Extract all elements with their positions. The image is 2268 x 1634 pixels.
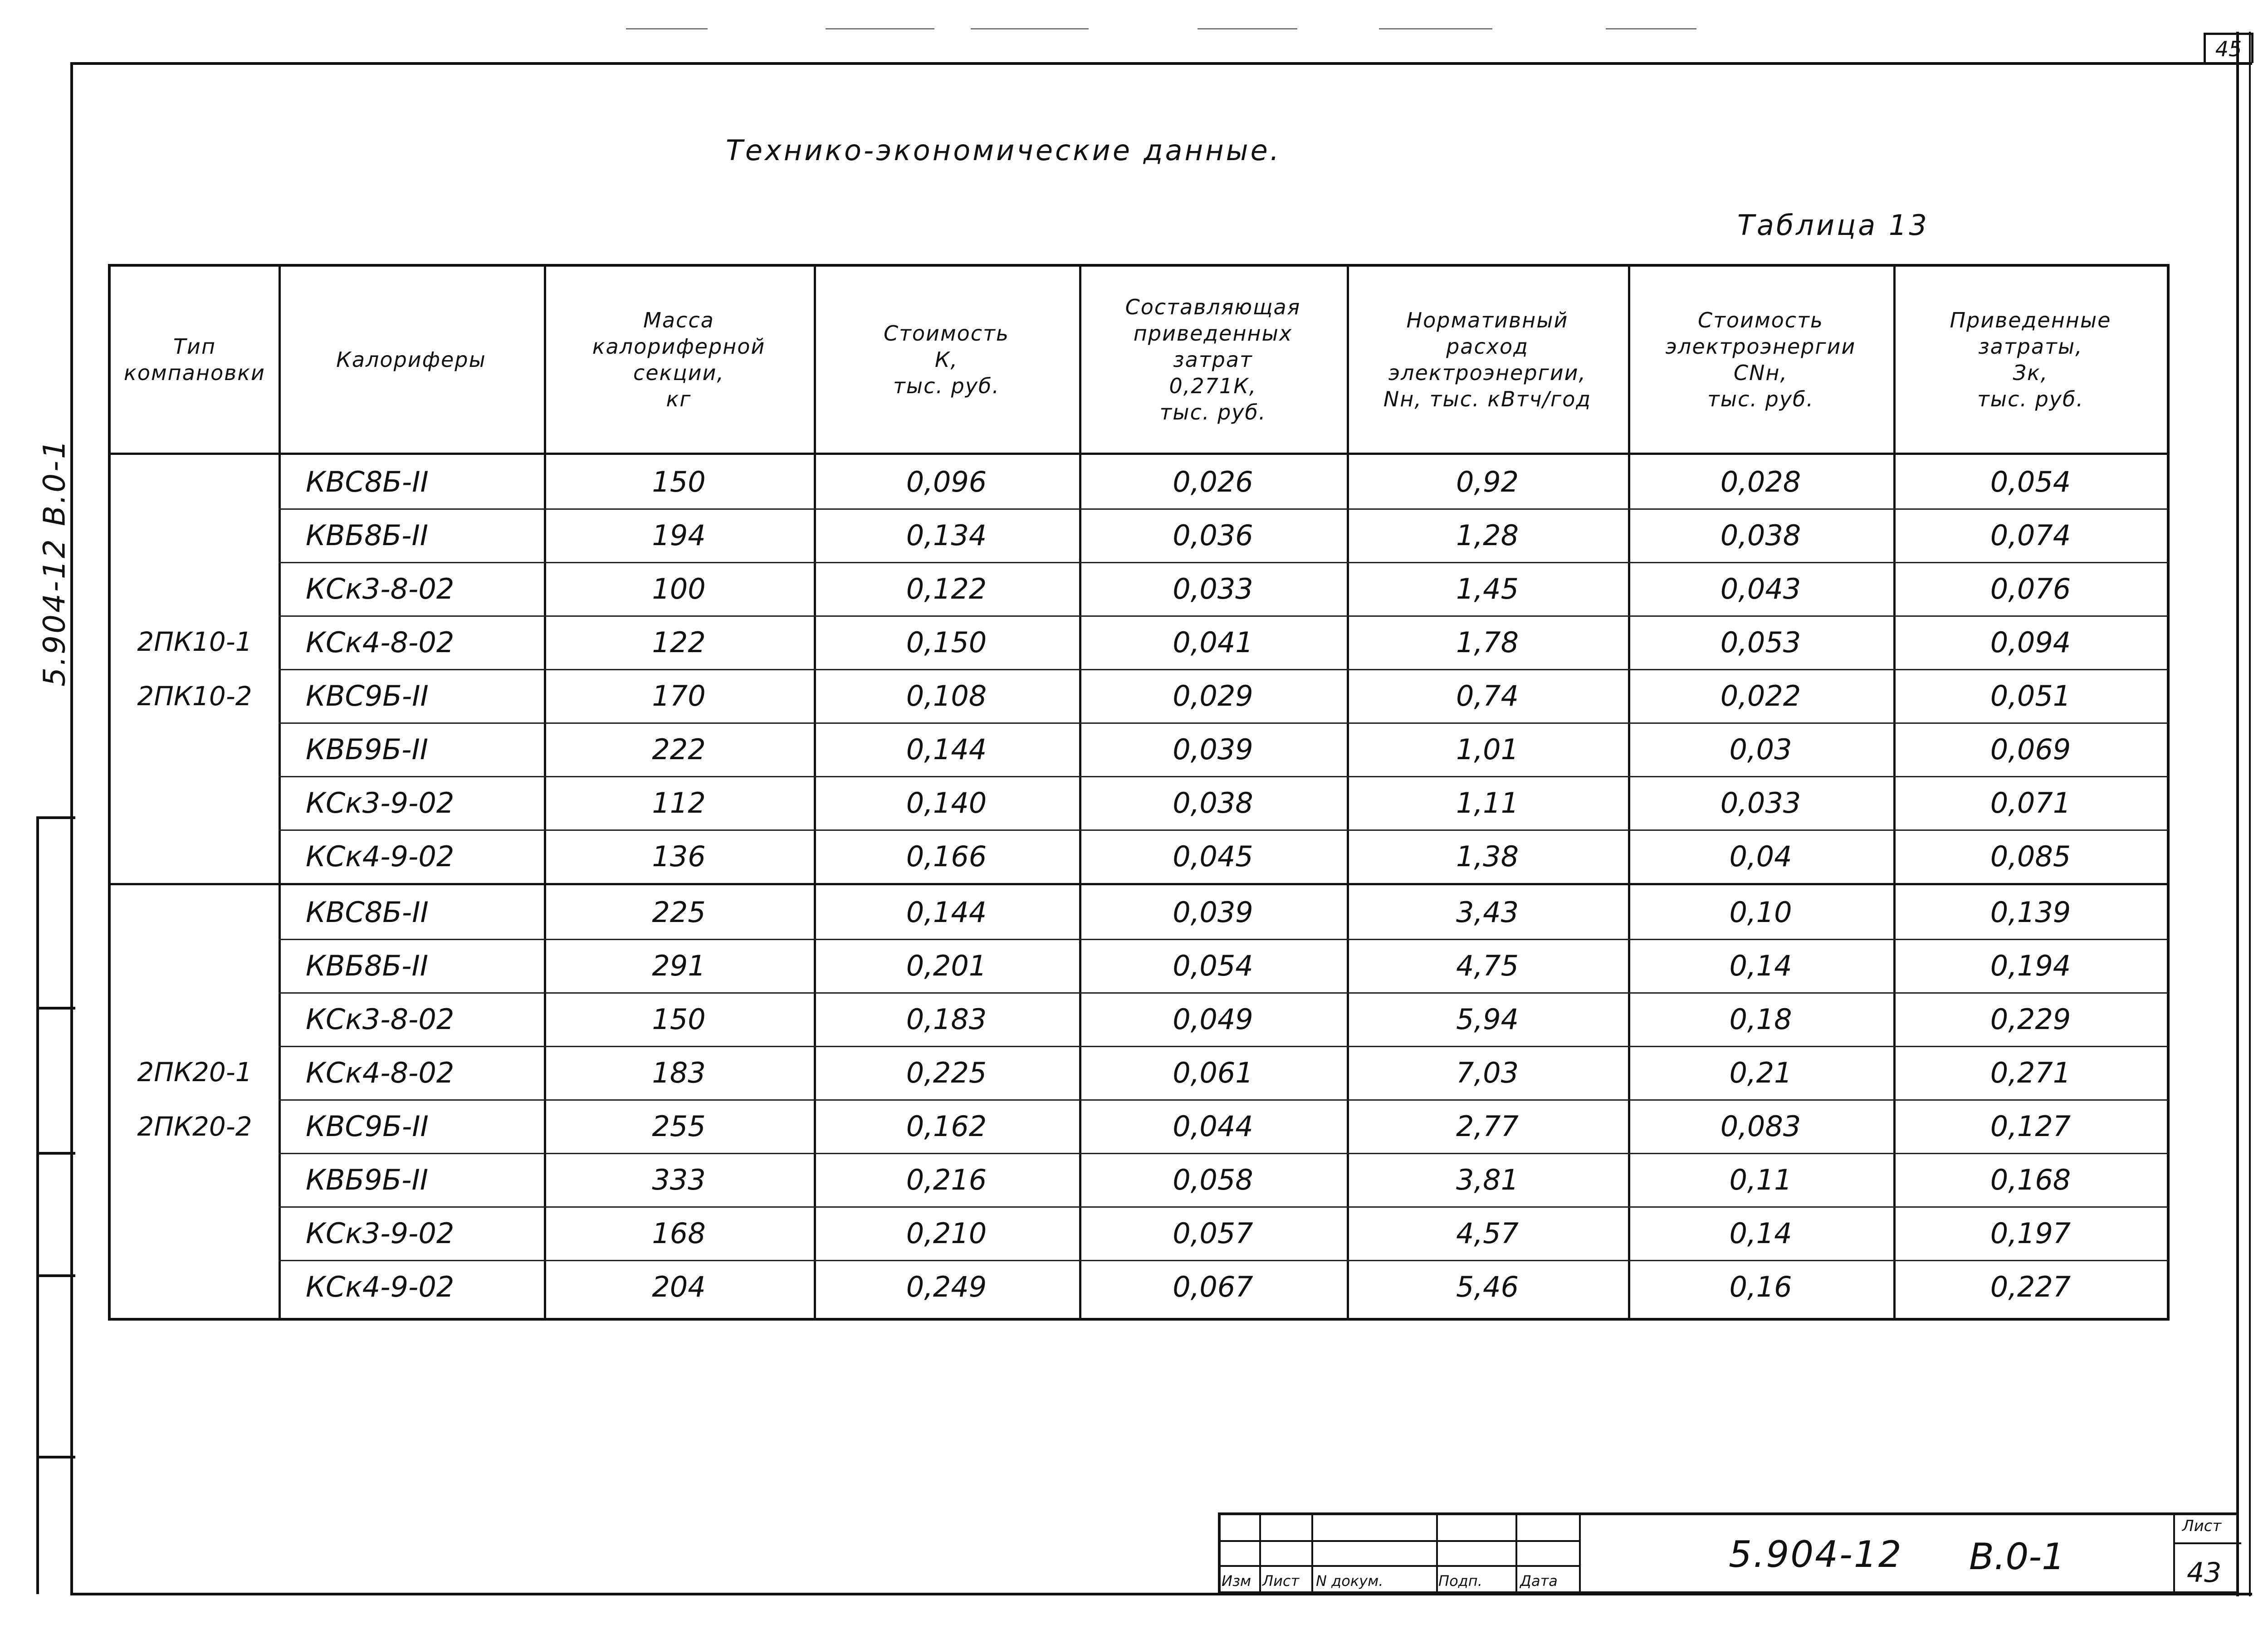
stamp-label-change: Изм: [1222, 1572, 1251, 1590]
frame-border-top: [70, 62, 2252, 65]
layout-type-cell: [111, 455, 279, 883]
frame-border-right-outer: [2249, 32, 2251, 1596]
table-cell: 0,92: [1456, 465, 1519, 498]
column-header-line: Тип: [173, 334, 216, 359]
frame-dash: [826, 28, 934, 29]
frame-border-right: [2236, 32, 2239, 1596]
table-cell: 0,210: [906, 1216, 987, 1250]
column-header: [814, 267, 1079, 453]
table-cell: 0,028: [1720, 465, 1801, 498]
heater-name-cell: КСк3-9-02: [306, 786, 455, 819]
table-cell: 0,058: [1173, 1163, 1253, 1196]
table-cell: 0,033: [1173, 572, 1253, 605]
table-cell: 0,166: [906, 839, 987, 873]
column-header: [1079, 267, 1347, 453]
table-cell: 0,074: [1990, 518, 2071, 552]
table-cell: 0,134: [906, 518, 987, 552]
table-cell: 0,039: [1173, 895, 1253, 929]
stamp-sheet-number: 43: [2187, 1557, 2222, 1589]
table-cell: 0,038: [1173, 786, 1253, 819]
table-cell: 0,069: [1990, 732, 2071, 766]
column-header-line: электроэнергии: [1665, 334, 1856, 359]
layout-type-cell: [111, 885, 279, 1313]
column-header-line: компановки: [124, 361, 265, 385]
table-cell: 0,029: [1173, 679, 1253, 712]
column-header-line: К,: [934, 347, 958, 372]
heater-name-cell: КСк4-8-02: [306, 1056, 455, 1089]
column-header-line: затрат: [1173, 347, 1253, 372]
table-cell: 225: [652, 895, 706, 929]
heater-name-cell: КВБ8Б-II: [306, 518, 429, 552]
table-cell: 0,051: [1990, 679, 2071, 712]
table-cell: 5,46: [1456, 1270, 1519, 1303]
column-header-line: тыс. руб.: [1707, 387, 1814, 411]
side-code-text: 5.904-12 В.0-1: [37, 438, 72, 687]
table-cell: 0,033: [1720, 786, 1801, 819]
table-cell: 0,044: [1173, 1109, 1253, 1143]
table-cell: 0,216: [906, 1163, 987, 1196]
heater-name-cell: КСк4-9-02: [306, 839, 455, 873]
table-cell: 0,04: [1729, 839, 1792, 873]
table-cell: 0,229: [1990, 1002, 2071, 1036]
heater-name-cell: КВС9Б-II: [306, 1109, 429, 1143]
column-header-line: тыс. руб.: [1977, 387, 2084, 411]
table-cell: 0,049: [1173, 1002, 1253, 1036]
table-cell: 0,10: [1729, 895, 1792, 929]
column-header-line: СNн,: [1733, 361, 1788, 385]
stamp-label-signature: Подп.: [1438, 1572, 1482, 1590]
table-cell: 0,039: [1173, 732, 1253, 766]
table-cell: 0,183: [906, 1002, 987, 1036]
table-cell: 122: [652, 625, 706, 659]
table-cell: 0,11: [1729, 1163, 1792, 1196]
table-cell: 0,061: [1173, 1056, 1253, 1089]
column-header-line: тыс. руб.: [1159, 400, 1266, 424]
table-cell: 100: [652, 572, 706, 605]
column-header: [111, 267, 279, 453]
table-cell: 0,053: [1720, 625, 1801, 659]
table-cell: 0,03: [1729, 732, 1792, 766]
table-cell: 0,150: [906, 625, 987, 659]
table-cell: 0,045: [1173, 839, 1253, 873]
frame-dash: [1379, 28, 1492, 29]
table-cell: 0,043: [1720, 572, 1801, 605]
frame-dash: [1198, 28, 1297, 29]
table-cell: 0,21: [1729, 1056, 1792, 1089]
column-header-line: Нормативный: [1406, 308, 1569, 332]
table-cell: 0,076: [1990, 572, 2071, 605]
column-header: [1628, 267, 1893, 453]
table-cell: 291: [652, 949, 706, 982]
table-cell: 0,022: [1720, 679, 1801, 712]
table-cell: 0,096: [906, 465, 987, 498]
column-header-line: затраты,: [1978, 334, 2083, 359]
table-cell: 0,036: [1173, 518, 1253, 552]
table-cell: 1,11: [1456, 786, 1519, 819]
frame-dash: [971, 28, 1089, 29]
table-cell: 204: [652, 1270, 706, 1303]
column-header-line: кг: [666, 387, 692, 411]
frame-dash: [626, 28, 708, 29]
table-cell: 150: [652, 1002, 706, 1036]
table-cell: 0,194: [1990, 949, 2071, 982]
table-cell: 0,094: [1990, 625, 2071, 659]
heater-name-cell: КСк4-8-02: [306, 625, 455, 659]
table-cell: 1,45: [1456, 572, 1519, 605]
column-header-line: Калориферы: [336, 347, 486, 372]
table-cell: 0,054: [1990, 465, 2071, 498]
table-cell: 0,168: [1990, 1163, 2071, 1196]
heater-name-cell: КСк3-9-02: [306, 1216, 455, 1250]
title-block-stamp: [1218, 1512, 2239, 1594]
table-cell: 0,227: [1990, 1270, 2071, 1303]
stamp-doc-code: 5.904-12: [1729, 1533, 1903, 1575]
table-cell: 0,083: [1720, 1109, 1801, 1143]
table-cell: 0,139: [1990, 895, 2071, 929]
table-cell: 0,74: [1456, 679, 1519, 712]
table-cell: 0,140: [906, 786, 987, 819]
table-cell: 0,144: [906, 895, 987, 929]
table-cell: 136: [652, 839, 706, 873]
table-cell: 4,75: [1456, 949, 1519, 982]
column-header-line: калориферной: [592, 334, 766, 359]
table-cell: 0,249: [906, 1270, 987, 1303]
stamp-label-doc-number: N докум.: [1316, 1572, 1383, 1590]
table-cell: 0,271: [1990, 1056, 2071, 1089]
stamp-label-date: Дата: [1520, 1572, 1558, 1590]
layout-type-label: 2ПК10-2: [137, 681, 252, 712]
table-cell: 0,127: [1990, 1109, 2071, 1143]
table-cell: 333: [652, 1163, 706, 1196]
table-cell: 194: [652, 518, 706, 552]
table-cell: 4,57: [1456, 1216, 1519, 1250]
column-header-line: секции,: [633, 361, 725, 385]
table-cell: 0,225: [906, 1056, 987, 1089]
table-cell: 1,01: [1456, 732, 1519, 766]
table-cell: 0,108: [906, 679, 987, 712]
column-header-line: тыс. руб.: [893, 374, 1000, 398]
layout-type-label: 2ПК10-1: [137, 626, 252, 657]
column-header: [1347, 267, 1628, 453]
heater-name-cell: КВБ9Б-II: [306, 1163, 429, 1196]
column-header: [544, 267, 814, 453]
table-cell: 183: [652, 1056, 706, 1089]
table-cell: 1,78: [1456, 625, 1519, 659]
table-cell: 0,197: [1990, 1216, 2071, 1250]
column-header-line: электроэнергии,: [1388, 361, 1587, 385]
table-cell: 0,14: [1729, 949, 1792, 982]
table-cell: 0,14: [1729, 1216, 1792, 1250]
table-cell: 255: [652, 1109, 706, 1143]
column-header-line: Зк,: [2013, 361, 2048, 385]
column-header-line: Приведенные: [1950, 308, 2112, 332]
table-cell: 0,201: [906, 949, 987, 982]
table-cell: 0,038: [1720, 518, 1801, 552]
page-title: Технико-экономические данные.: [726, 134, 1281, 167]
sheet-corner-number: 45: [2204, 33, 2253, 63]
table-cell: 0,026: [1173, 465, 1253, 498]
table-label: Таблица 13: [1737, 209, 1929, 242]
column-header-line: Nн, тыс. кВтч/год: [1383, 387, 1592, 411]
table-cell: 3,81: [1456, 1163, 1519, 1196]
heater-name-cell: КСк4-9-02: [306, 1270, 455, 1303]
column-header: [1893, 267, 2168, 453]
heater-name-cell: КВБ8Б-II: [306, 949, 429, 982]
heater-name-cell: КВС9Б-II: [306, 679, 429, 712]
heater-name-cell: КСк3-8-02: [306, 572, 455, 605]
table-cell: 0,067: [1173, 1270, 1253, 1303]
table-cell: 0,054: [1173, 949, 1253, 982]
table-cell: 112: [652, 786, 706, 819]
binding-strip: [36, 816, 75, 1594]
column-header-line: Стоимость: [884, 321, 1009, 346]
column-header: [279, 267, 544, 453]
column-header-line: приведенных: [1133, 321, 1293, 346]
data-table: [108, 264, 2170, 1321]
table-cell: 0,041: [1173, 625, 1253, 659]
heater-name-cell: КВБ9Б-II: [306, 732, 429, 766]
heater-name-cell: КСк3-8-02: [306, 1002, 455, 1036]
table-cell: 150: [652, 465, 706, 498]
table-cell: 0,085: [1990, 839, 2071, 873]
side-document-code: [9, 390, 100, 735]
column-header-line: Составляющая: [1125, 295, 1301, 319]
table-cell: 2,77: [1456, 1109, 1519, 1143]
table-cell: 0,071: [1990, 786, 2071, 819]
heater-name-cell: КВС8Б-II: [306, 465, 429, 498]
heater-name-cell: КВС8Б-II: [306, 895, 429, 929]
layout-type-label: 2ПК20-2: [137, 1111, 252, 1142]
table-cell: 7,03: [1456, 1056, 1519, 1089]
table-cell: 1,28: [1456, 518, 1519, 552]
column-header-line: расход: [1446, 334, 1529, 359]
table-cell: 168: [652, 1216, 706, 1250]
table-cell: 0,144: [906, 732, 987, 766]
table-cell: 5,94: [1456, 1002, 1519, 1036]
table-cell: 0,122: [906, 572, 987, 605]
table-cell: 0,057: [1173, 1216, 1253, 1250]
stamp-doc-section: В.0-1: [1969, 1536, 2065, 1578]
frame-dash: [1606, 28, 1696, 29]
column-header-line: Стоимость: [1698, 308, 1823, 332]
stamp-label-sheet: Лист: [1262, 1572, 1300, 1590]
table-cell: 0,18: [1729, 1002, 1792, 1036]
table-cell: 170: [652, 679, 706, 712]
column-header-line: 0,271К,: [1169, 374, 1257, 398]
table-cell: 3,43: [1456, 895, 1519, 929]
layout-type-label: 2ПК20-1: [137, 1057, 252, 1088]
table-cell: 0,16: [1729, 1270, 1792, 1303]
table-cell: 222: [652, 732, 706, 766]
stamp-sheet-label: Лист: [2182, 1517, 2222, 1535]
column-header-line: Масса: [643, 308, 714, 332]
table-cell: 0,162: [906, 1109, 987, 1143]
table-cell: 1,38: [1456, 839, 1519, 873]
